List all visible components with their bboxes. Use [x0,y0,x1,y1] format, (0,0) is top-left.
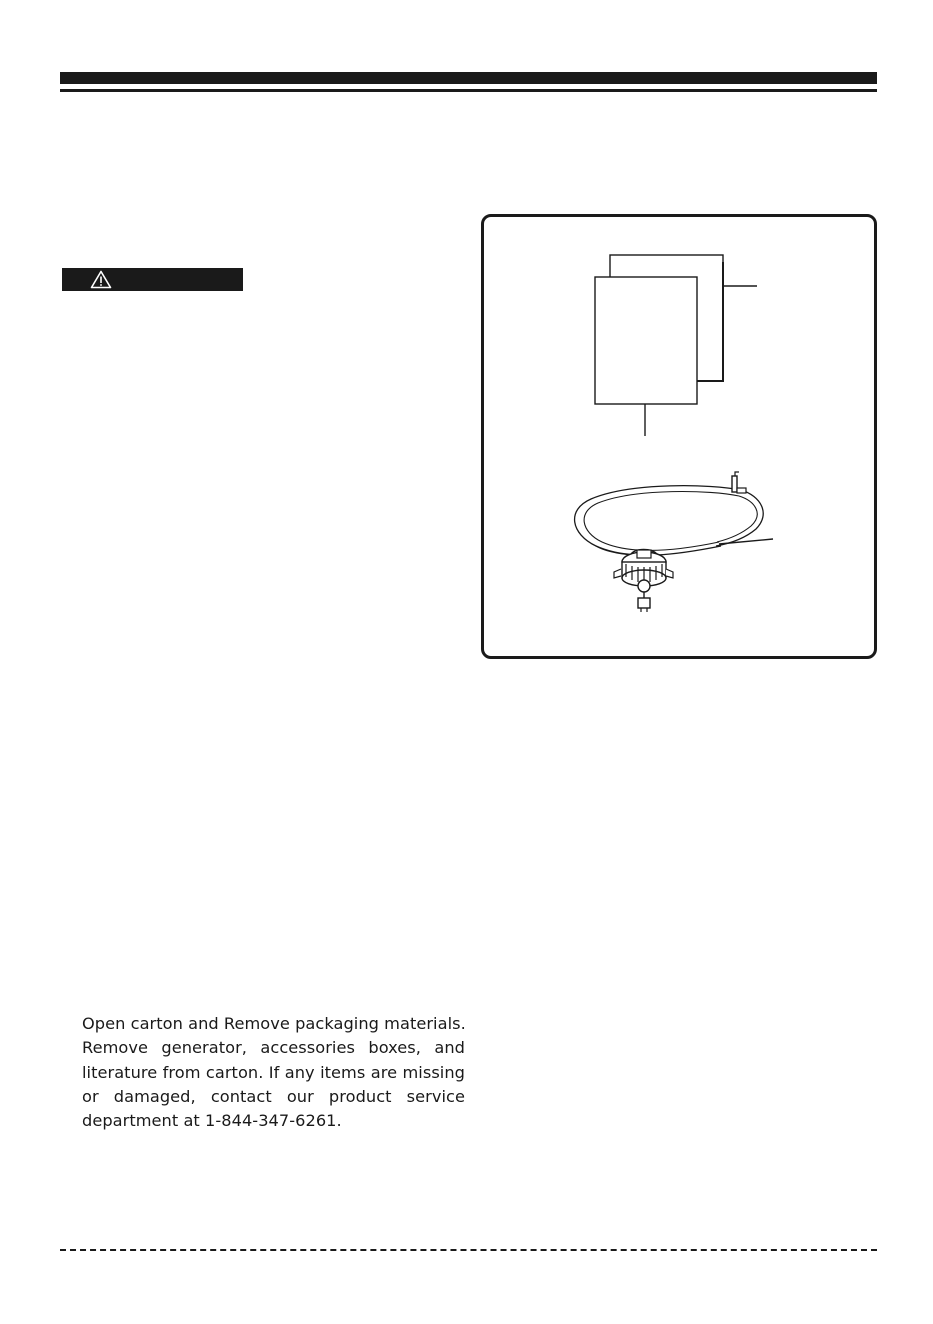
accessories-figure [481,214,877,659]
paragraph-line: Open carton and Remove packaging materials. [82,1014,466,1033]
paragraph-line: or damaged, contact our product service [82,1086,465,1106]
header-rule [60,89,877,92]
paragraph-line: Remove generator, accessories boxes, and [82,1038,465,1058]
paragraph-line: department at 1-844-347-6261. [82,1111,342,1131]
hose-leader-line [719,539,773,544]
manual-sheets-icon [595,255,723,404]
warning-badge [62,268,243,291]
unpacking-paragraph [82,1012,465,1133]
footer-dashed-rule [60,1249,877,1251]
paragraph-line: literature from carton. If any items are missing [82,1062,465,1082]
warning-triangle-icon [90,270,112,289]
header-bar [60,72,877,84]
